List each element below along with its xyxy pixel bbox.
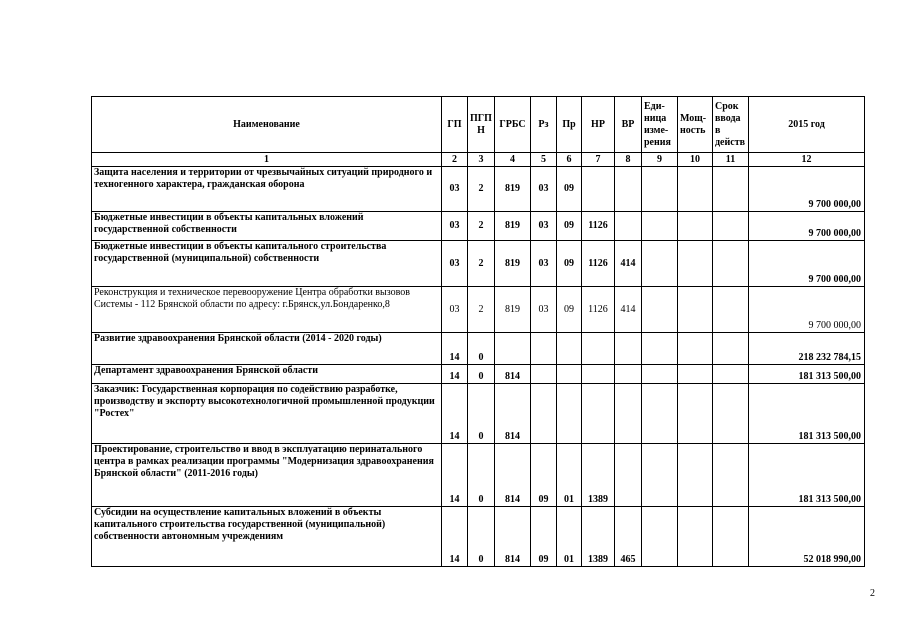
row-pgp: 0 — [468, 333, 495, 365]
row-amount: 9 700 000,00 — [749, 212, 865, 241]
table-row — [92, 333, 865, 365]
row-vr — [615, 212, 642, 241]
row-pgp: 2 — [468, 287, 495, 333]
table-row — [92, 365, 865, 384]
row-nr — [582, 384, 615, 444]
row-unit — [642, 365, 678, 384]
table-row — [92, 167, 865, 212]
row-vr — [615, 384, 642, 444]
row-grbs: 814 — [495, 444, 531, 507]
row-unit — [642, 507, 678, 567]
row-grbs: 819 — [495, 212, 531, 241]
row-vr: 414 — [615, 287, 642, 333]
row-grbs: 814 — [495, 507, 531, 567]
row-power — [678, 212, 713, 241]
row-power — [678, 287, 713, 333]
row-nr: 1389 — [582, 507, 615, 567]
row-pr: 01 — [557, 444, 582, 507]
row-amount: 181 313 500,00 — [749, 444, 865, 507]
row-grbs: 819 — [495, 167, 531, 212]
row-amount: 181 313 500,00 — [749, 365, 865, 384]
row-vr — [615, 167, 642, 212]
row-rz — [531, 365, 557, 384]
row-rz: 03 — [531, 287, 557, 333]
row-pgp: 0 — [468, 507, 495, 567]
row-power — [678, 507, 713, 567]
row-grbs: 819 — [495, 287, 531, 333]
row-gp: 14 — [442, 507, 468, 567]
row-pr: 09 — [557, 212, 582, 241]
column-number: 7 — [582, 153, 615, 167]
row-nr — [582, 167, 615, 212]
budget-table — [91, 96, 865, 567]
row-nr — [582, 333, 615, 365]
row-unit — [642, 212, 678, 241]
column-number: 5 — [531, 153, 557, 167]
column-number: 11 — [713, 153, 749, 167]
row-name: Развитие здравоохранения Брянской области (2014 - 2020 годы) — [92, 333, 442, 365]
column-number: 6 — [557, 153, 582, 167]
header-rz: Рз — [531, 97, 557, 153]
row-pgp: 2 — [468, 167, 495, 212]
row-unit — [642, 384, 678, 444]
row-vr: 414 — [615, 241, 642, 287]
row-pgp: 2 — [468, 212, 495, 241]
row-pr: 01 — [557, 507, 582, 567]
row-unit — [642, 167, 678, 212]
row-vr — [615, 333, 642, 365]
row-term — [713, 241, 749, 287]
row-gp: 14 — [442, 333, 468, 365]
row-nr — [582, 365, 615, 384]
row-name: Департамент здравоохранения Брянской области — [92, 365, 442, 384]
row-name: Бюджетные инвестиции в объекты капитального строительства государственной (муниципальной) собственности — [92, 241, 442, 287]
row-pgp: 0 — [468, 384, 495, 444]
table-row — [92, 444, 865, 507]
column-number: 12 — [749, 153, 865, 167]
page-number: 2 — [870, 588, 875, 599]
column-number: 3 — [468, 153, 495, 167]
column-number-row — [92, 153, 865, 167]
header-unit: Еди- ница изме- рения — [642, 97, 678, 153]
row-pr: 09 — [557, 167, 582, 212]
row-pr — [557, 333, 582, 365]
table-row — [92, 241, 865, 287]
row-gp: 03 — [442, 287, 468, 333]
column-number: 4 — [495, 153, 531, 167]
row-name: Защита населения и территории от чрезвычайных ситуаций природного и техногенного характера, гражданская оборона — [92, 167, 442, 212]
row-grbs: 814 — [495, 365, 531, 384]
row-rz: 09 — [531, 444, 557, 507]
row-grbs: 819 — [495, 241, 531, 287]
header-power: Мощ- ность — [678, 97, 713, 153]
row-term — [713, 212, 749, 241]
row-name: Заказчик: Государственная корпорация по содействию разработке, производству и экспорту высокотехнологичной промышленной продукции "Ростех" — [92, 384, 442, 444]
row-power — [678, 167, 713, 212]
row-term — [713, 507, 749, 567]
header-nr: НР — [582, 97, 615, 153]
row-term — [713, 287, 749, 333]
row-term — [713, 384, 749, 444]
table-row — [92, 507, 865, 567]
header-pr: Пр — [557, 97, 582, 153]
row-power — [678, 444, 713, 507]
column-number: 9 — [642, 153, 678, 167]
row-gp: 14 — [442, 444, 468, 507]
row-unit — [642, 333, 678, 365]
row-power — [678, 241, 713, 287]
row-gp: 03 — [442, 212, 468, 241]
row-rz — [531, 333, 557, 365]
row-name: Проектирование, строительство и ввод в эксплуатацию перинатального центра в рамках реализации программы "Модернизация здравоохранения Брянской области" (2011-2016 годы) — [92, 444, 442, 507]
table-row — [92, 212, 865, 241]
column-number: 2 — [442, 153, 468, 167]
row-nr: 1126 — [582, 212, 615, 241]
row-amount: 9 700 000,00 — [749, 241, 865, 287]
row-unit — [642, 287, 678, 333]
table-row — [92, 384, 865, 444]
row-pgp: 2 — [468, 241, 495, 287]
row-rz: 03 — [531, 212, 557, 241]
row-unit — [642, 241, 678, 287]
row-nr: 1126 — [582, 241, 615, 287]
row-pr — [557, 384, 582, 444]
header-gp: ГП — [442, 97, 468, 153]
row-amount: 9 700 000,00 — [749, 287, 865, 333]
row-rz: 03 — [531, 241, 557, 287]
header-vr: ВР — [615, 97, 642, 153]
row-pgp: 0 — [468, 365, 495, 384]
row-rz: 09 — [531, 507, 557, 567]
table-header — [92, 97, 865, 167]
row-rz — [531, 384, 557, 444]
table-row — [92, 287, 865, 333]
header-term: Срок ввода в действ — [713, 97, 749, 153]
row-grbs: 814 — [495, 384, 531, 444]
row-amount: 52 018 990,00 — [749, 507, 865, 567]
row-name: Бюджетные инвестиции в объекты капитальных вложений государственной собственности — [92, 212, 442, 241]
column-number: 1 — [92, 153, 442, 167]
row-nr: 1389 — [582, 444, 615, 507]
row-nr: 1126 — [582, 287, 615, 333]
row-power — [678, 365, 713, 384]
row-term — [713, 365, 749, 384]
row-rz: 03 — [531, 167, 557, 212]
row-gp: 14 — [442, 365, 468, 384]
column-number: 10 — [678, 153, 713, 167]
row-amount: 181 313 500,00 — [749, 384, 865, 444]
row-pr: 09 — [557, 287, 582, 333]
row-amount: 9 700 000,00 — [749, 167, 865, 212]
header-pgp: ПГП Н — [468, 97, 495, 153]
row-pr — [557, 365, 582, 384]
row-power — [678, 384, 713, 444]
row-gp: 03 — [442, 167, 468, 212]
row-vr: 465 — [615, 507, 642, 567]
row-vr — [615, 365, 642, 384]
header-name: Наименование — [92, 97, 442, 153]
row-pgp: 0 — [468, 444, 495, 507]
row-name: Субсидии на осуществление капитальных вложений в объекты капитального строительства государственной (муниципальной) собственности автономным учреждениям — [92, 507, 442, 567]
row-term — [713, 444, 749, 507]
row-vr — [615, 444, 642, 507]
row-name: Реконструкция и техническое перевооружение Центра обработки вызовов Системы - 112 Брянской области по адресу: г.Брянск,ул.Бондаренко,8 — [92, 287, 442, 333]
row-unit — [642, 444, 678, 507]
row-gp: 14 — [442, 384, 468, 444]
header-grbs: ГРБС — [495, 97, 531, 153]
column-number: 8 — [615, 153, 642, 167]
row-amount: 218 232 784,15 — [749, 333, 865, 365]
row-grbs — [495, 333, 531, 365]
header-year: 2015 год — [749, 97, 865, 153]
row-term — [713, 333, 749, 365]
row-power — [678, 333, 713, 365]
row-gp: 03 — [442, 241, 468, 287]
row-term — [713, 167, 749, 212]
row-pr: 09 — [557, 241, 582, 287]
